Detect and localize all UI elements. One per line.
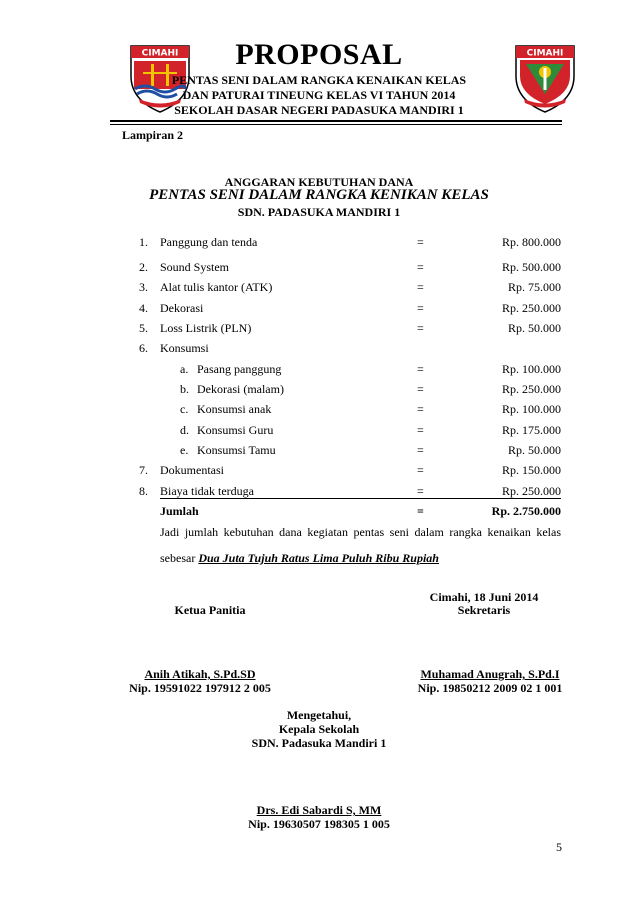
row-label: Loss Listrik (PLN)	[160, 321, 252, 335]
row-amount: Rp. 800.000	[501, 235, 561, 249]
subrow-label: Konsumsi Guru	[197, 423, 274, 437]
row-label: Alat tulis kantor (ATK)	[160, 280, 273, 294]
row-equals: =	[417, 301, 424, 315]
row-number: 5.	[139, 321, 148, 335]
subrow-letter: b.	[180, 382, 189, 396]
budget-subrow	[0, 382, 638, 400]
row-equals: =	[417, 260, 424, 274]
total-amount: Rp. 2.750.000	[491, 504, 561, 518]
subrow-label: Pasang panggung	[197, 362, 282, 376]
row-equals: =	[417, 321, 424, 335]
row-label: Dekorasi	[160, 301, 204, 315]
summary-prefix: sebesar	[160, 551, 199, 565]
subrow-letter: c.	[180, 402, 189, 416]
row-amount: Rp. 150.000	[501, 463, 561, 477]
subrow-equals: =	[417, 362, 424, 376]
row-number: 8.	[139, 484, 148, 498]
subtitle-line-1: PENTAS SENI DALAM RANGKA KENAIKAN KELAS	[171, 73, 467, 87]
row-amount: Rp. 50.000	[507, 321, 561, 335]
row-number: 1.	[139, 235, 148, 249]
row-amount: Rp. 75.000	[507, 280, 561, 294]
budget-row	[0, 463, 638, 481]
page-number: 5	[556, 840, 562, 854]
row-equals: =	[417, 280, 424, 294]
row-number: 3.	[139, 280, 148, 294]
budget-heading: ANGGARAN KEBUTUHAN DANA	[224, 175, 414, 189]
row-label: Dokumentasi	[160, 463, 224, 477]
budget-subrow	[0, 402, 638, 420]
total-label: Jumlah	[160, 504, 199, 518]
budget-row	[0, 260, 638, 278]
subtitle-line-3: SEKOLAH DASAR NEGERI PADASUKA MANDIRI 1	[174, 103, 464, 117]
header-rule-thin	[110, 124, 562, 125]
subrow-amount: Rp. 100.000	[501, 362, 561, 376]
row-label: Panggung dan tenda	[160, 235, 258, 249]
summary-line-1: Jadi jumlah kebutuhan dana kegiatan pentas seni dalam rangka kenaikan kelas	[160, 525, 561, 539]
approval-label: Mengetahui,	[286, 708, 352, 722]
place-date: Cimahi, 18 Juni 2014	[429, 590, 539, 604]
budget-row	[0, 235, 638, 253]
row-amount: Rp. 500.000	[501, 260, 561, 274]
total-divider	[160, 498, 561, 499]
secretary-role: Sekretaris	[457, 603, 511, 617]
subrow-letter: e.	[180, 443, 189, 457]
row-equals: =	[417, 463, 424, 477]
subrow-letter: d.	[180, 423, 189, 437]
subrow-amount: Rp. 250.000	[501, 382, 561, 396]
subrow-equals: =	[417, 423, 424, 437]
summary-paragraph	[160, 519, 561, 571]
budget-row	[0, 341, 638, 359]
school-heading: SDN. PADASUKA MANDIRI 1	[237, 205, 401, 219]
row-number: 6.	[139, 341, 148, 355]
chairperson-name: Anih Atikah, S.Pd.SD	[144, 667, 256, 681]
attachment-label: Lampiran 2	[122, 128, 184, 142]
subtitle-line-2: DAN PATURAI TINEUNG KELAS VI TAHUN 2014	[182, 88, 456, 102]
subrow-label: Konsumsi anak	[197, 402, 272, 416]
header-rule-thick	[110, 120, 562, 122]
total-equals: =	[417, 504, 424, 518]
subrow-amount: Rp. 100.000	[501, 402, 561, 416]
row-label: Sound System	[160, 260, 230, 274]
subrow-label: Konsumsi Tamu	[197, 443, 276, 457]
row-label: Konsumsi	[160, 341, 209, 355]
row-number: 4.	[139, 301, 148, 315]
chairperson-nip: Nip. 19591022 197912 2 005	[129, 681, 271, 695]
row-amount: Rp. 250.000	[501, 484, 561, 498]
row-amount: Rp. 250.000	[501, 301, 561, 315]
row-equals: =	[417, 235, 424, 249]
subrow-equals: =	[417, 382, 424, 396]
budget-row	[0, 321, 638, 339]
subrow-amount: Rp. 175.000	[501, 423, 561, 437]
row-number: 7.	[139, 463, 148, 477]
row-label: Biaya tidak terduga	[160, 484, 254, 498]
budget-subrow	[0, 362, 638, 380]
headmaster-nip: Nip. 19630507 198305 1 005	[248, 817, 390, 831]
proposal-title: PROPOSAL	[235, 38, 403, 71]
budget-subrow	[0, 423, 638, 441]
headmaster-name: Drs. Edi Sabardi S, MM	[256, 803, 382, 817]
subrow-amount: Rp. 50.000	[507, 443, 561, 457]
school-name: SDN. Padasuka Mandiri 1	[251, 736, 387, 750]
subrow-equals: =	[417, 443, 424, 457]
subrow-equals: =	[417, 402, 424, 416]
secretary-nip: Nip. 19850212 2009 02 1 001	[417, 681, 563, 695]
budget-row	[0, 280, 638, 298]
headmaster-role: Kepala Sekolah	[278, 722, 360, 736]
subrow-label: Dekorasi (malam)	[197, 382, 284, 396]
budget-row	[0, 301, 638, 319]
logo-left-text: CIMAHI	[141, 48, 179, 59]
logo-right-text: CIMAHI	[526, 48, 564, 59]
budget-row	[0, 484, 638, 502]
row-equals: =	[417, 484, 424, 498]
event-heading: PENTAS SENI DALAM RANGKA KENIKAN KELAS	[149, 187, 489, 203]
row-number: 2.	[139, 260, 148, 274]
subrow-letter: a.	[180, 362, 189, 376]
summary-amount-words: Dua Juta Tujuh Ratus Lima Puluh Ribu Rupiah	[198, 551, 439, 565]
secretary-name: Muhamad Anugrah, S.Pd.I	[420, 667, 560, 681]
budget-subrow	[0, 443, 638, 461]
chairperson-role: Ketua Panitia	[174, 603, 246, 617]
proposal-subtitle	[0, 73, 638, 118]
